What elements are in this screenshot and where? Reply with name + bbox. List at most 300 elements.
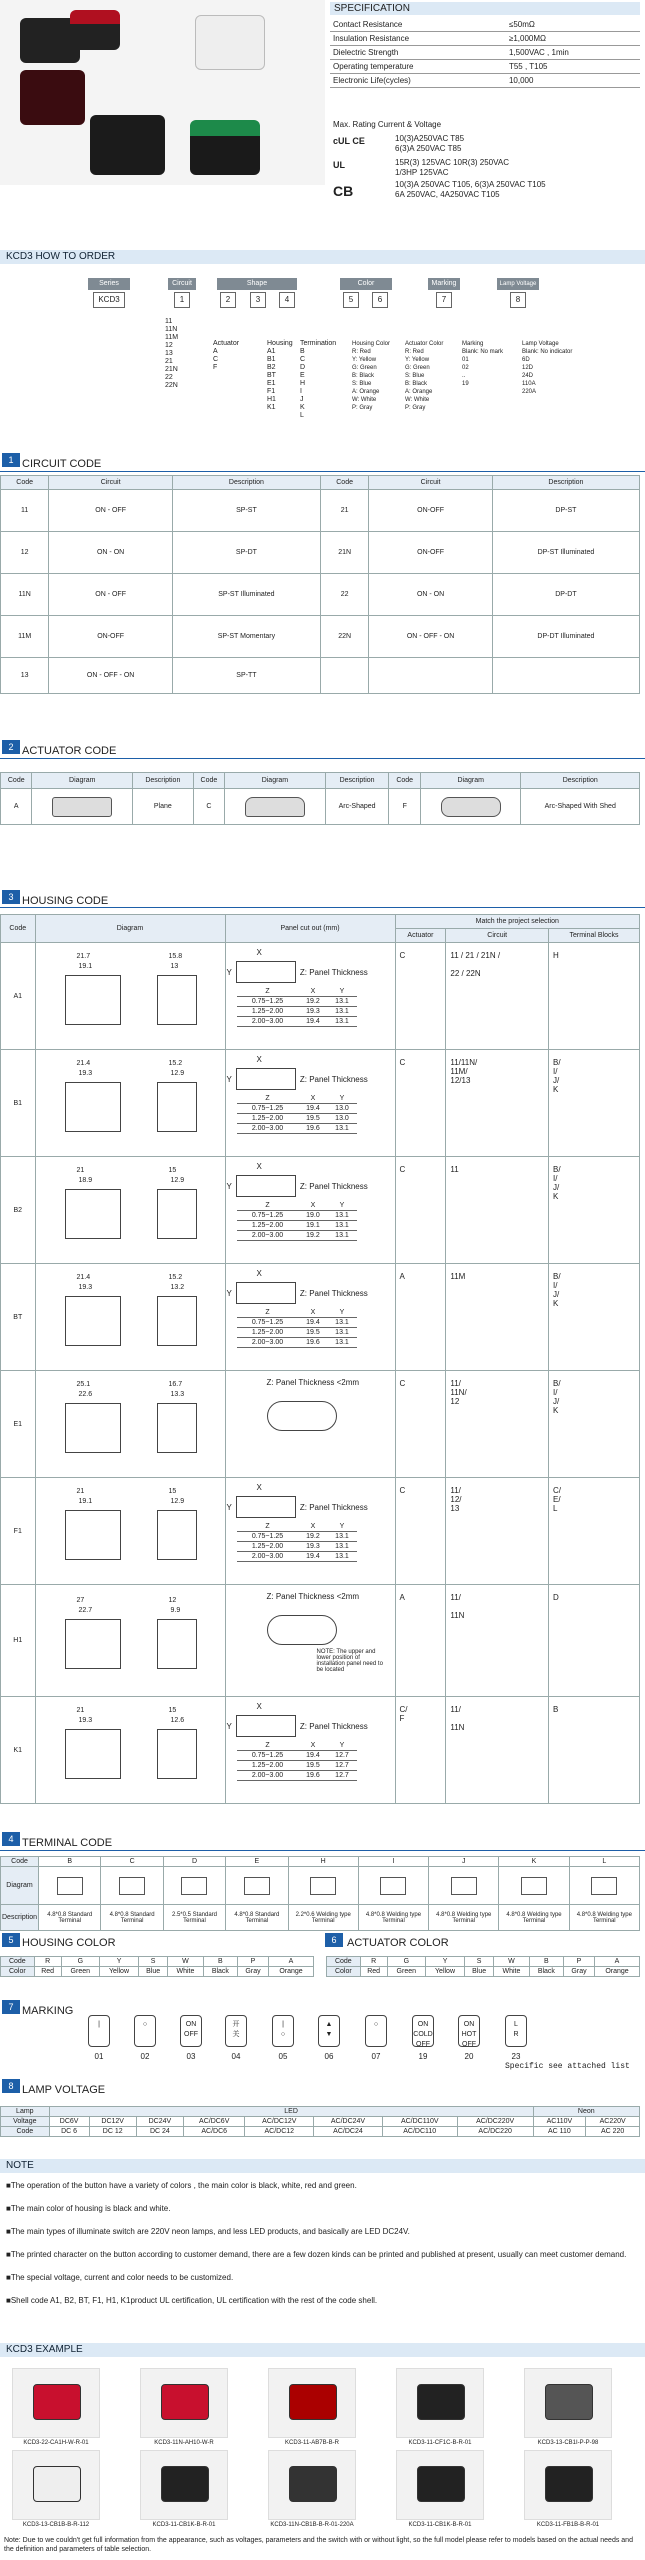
dim-label: 25.1 — [76, 1380, 91, 1388]
housing-act: C — [395, 1157, 446, 1264]
h1-note: NOTE: The upper and lower position of installation panel need to be located — [316, 1649, 383, 1673]
col-head: Code — [1, 915, 36, 943]
cell: SP-TT — [172, 658, 320, 694]
cell: X — [298, 1201, 327, 1211]
cell: Arc-Shaped With Shed — [521, 789, 640, 825]
dim-label: 21 — [76, 1166, 85, 1174]
spec-label: Insulation Resistance — [330, 32, 506, 46]
cell: ON - OFF - ON — [49, 658, 173, 694]
housing-side-view — [65, 1619, 121, 1669]
housing-code: B2 — [1, 1157, 36, 1264]
cell: 2.00~3.00 — [237, 1017, 299, 1027]
cell: Diagram — [1, 1867, 39, 1905]
example-photo — [140, 2368, 228, 2438]
cell: 19.2 — [298, 997, 327, 1007]
cutout-rect — [236, 1175, 296, 1197]
dim-label: 15.2 — [168, 1273, 183, 1281]
cell: AC110V — [533, 2117, 586, 2127]
cell: 0.75~1.25 — [237, 1532, 299, 1542]
cell: ON-OFF — [369, 490, 493, 532]
table-row — [1, 1371, 640, 1478]
cell: G — [387, 1957, 425, 1967]
housing-cir: 11/ 12/ 13 — [446, 1478, 549, 1585]
axis-y: Y — [226, 1721, 232, 1731]
cell: Orange — [595, 1967, 640, 1977]
cert-logos-1: cUL CE — [333, 136, 365, 146]
cell: SP-ST Momentary — [172, 616, 320, 658]
example-label: KCD3-13-CB1I-P-P-98 — [537, 2440, 599, 2446]
cell: 4.8*0.8 Standard Terminal — [39, 1905, 101, 1931]
cell: DC6V — [49, 2117, 89, 2127]
cell: AC 110 — [533, 2127, 586, 2137]
cell: A — [1, 789, 32, 825]
dim-label: 12 — [168, 1597, 177, 1604]
cell: X — [298, 1094, 327, 1104]
cell: Y — [327, 1741, 356, 1751]
cell: Z — [237, 987, 299, 997]
example-title: KCD3 EXAMPLE — [0, 2343, 645, 2357]
marking-number: 19 — [418, 2052, 428, 2061]
cell: 12 — [1, 532, 49, 574]
cell: Y — [327, 1201, 356, 1211]
cell: DP-DT Illuminated — [492, 616, 639, 658]
housing-cir: 11/11N/ 11M/ 12/13 — [446, 1050, 549, 1157]
dim-label: 21 — [76, 1487, 85, 1495]
housing-diagram — [35, 1697, 225, 1804]
col-head: Code — [389, 773, 420, 789]
cell: Color — [1, 1967, 35, 1977]
order-actuator-color-list: Actuator Color R: Red Y: Yellow G: Green S: Blue B: Black A: Orange W: White P: Gray — [405, 341, 444, 411]
cell: DC 12 — [89, 2127, 136, 2137]
dim-label: 19.3 — [78, 1069, 93, 1077]
lamp-title: LAMP VOLTAGE — [22, 2084, 106, 2096]
dim-label: 19.3 — [78, 1716, 93, 1724]
order-lamp-label: Lamp Voltage — [497, 278, 539, 290]
terminal-diagram — [569, 1867, 639, 1905]
cell: Y — [99, 1957, 138, 1967]
spec-label: Electronic Life(cycles) — [330, 74, 506, 88]
housing-diagram — [35, 943, 225, 1050]
table-row — [1, 1585, 640, 1697]
cell: 19.5 — [298, 1328, 327, 1338]
cell: C — [101, 1857, 163, 1867]
cell: White — [494, 1967, 530, 1977]
actuator-diagram-a — [32, 789, 133, 825]
cell: AC/DC6V — [183, 2117, 245, 2127]
order-num-8: 8 — [510, 292, 526, 308]
panel-cutout — [225, 1697, 395, 1804]
circuit-title: CIRCUIT CODE — [22, 458, 102, 470]
actuator-table — [0, 772, 640, 825]
cell: SP-ST Illuminated — [172, 574, 320, 616]
dim-label: 22.7 — [78, 1607, 93, 1614]
marking-number: 04 — [231, 2052, 241, 2061]
table-row — [1, 1050, 640, 1157]
col-head: Description — [133, 773, 194, 789]
cutout-table — [237, 987, 357, 1027]
example-label: KCD3-11-AB7B-B-R — [285, 2440, 339, 2446]
housing-act: C — [395, 1050, 446, 1157]
dim-label: 16.7 — [168, 1380, 183, 1388]
terminal-diagram — [226, 1867, 288, 1905]
cell: AC/DC24V — [314, 2117, 383, 2127]
lamp-num: 8 — [2, 2079, 20, 2093]
cell: 19.4 — [298, 1104, 327, 1114]
dim-label: 27 — [76, 1597, 85, 1604]
note-item: ■The main color of housing is black and white. — [6, 2204, 171, 2213]
cell: P — [238, 1957, 269, 1967]
example-photo — [268, 2450, 356, 2520]
housing-term: B/ I/ J/ K — [549, 1264, 640, 1371]
marking-number: 03 — [186, 2052, 196, 2061]
switch-photo-red — [70, 10, 120, 50]
housing-diagram — [35, 1050, 225, 1157]
cell: E — [226, 1857, 288, 1867]
order-num-1: 1 — [174, 292, 190, 308]
cell: ON - OFF - ON — [369, 616, 493, 658]
cutout-table — [237, 1094, 357, 1134]
order-num-3: 3 — [250, 292, 266, 308]
cell: 1.25~2.00 — [237, 1328, 299, 1338]
example-photo — [396, 2450, 484, 2520]
col-head: Diagram — [420, 773, 521, 789]
spec-label: Dielectric Strength — [330, 46, 506, 60]
marking-glyph: ▲ ▼ — [318, 2015, 340, 2047]
cell: 0.75~1.25 — [237, 1751, 299, 1761]
cell: 13.1 — [327, 1017, 356, 1027]
cell: Y — [327, 987, 356, 997]
cell: 2.2*0.6 Welding type Terminal — [288, 1905, 358, 1931]
cell: 0.75~1.25 — [237, 1318, 299, 1328]
cell: Code — [1, 2127, 50, 2137]
cell: Y — [327, 1094, 356, 1104]
cell: Z — [237, 1741, 299, 1751]
cell: Z — [237, 1308, 299, 1318]
table-row — [1, 1478, 640, 1585]
cell: 13.1 — [327, 1542, 356, 1552]
panel-thickness: Z: Panel Thickness — [299, 1721, 368, 1731]
dim-label: 19.3 — [78, 1283, 93, 1291]
cell: 19.5 — [298, 1761, 327, 1771]
note-item: ■The operation of the button have a variety of colors , the main color is black, white, red and green. — [6, 2181, 357, 2190]
cell: 19.4 — [298, 1017, 327, 1027]
panel-thickness: Z: Panel Thickness — [299, 1074, 368, 1084]
axis-x: X — [256, 1702, 262, 1711]
cell: Orange — [269, 1967, 314, 1977]
actuator-diagram-f — [420, 789, 521, 825]
order-housing-list: Housing A1 B1 B2 BT E1 F1 H1 K1 — [267, 340, 293, 411]
cell: 11M — [1, 616, 49, 658]
marking-num: 7 — [2, 2000, 20, 2014]
cell: A — [269, 1957, 314, 1967]
table-row — [1, 1264, 640, 1371]
cell: 19.0 — [298, 1211, 327, 1221]
cell: Gray — [564, 1967, 595, 1977]
order-marking-list: Marking Blank: No mark 01 02 .. 19 — [462, 341, 504, 387]
cell: Y — [425, 1957, 464, 1967]
housing-front-view — [157, 1510, 197, 1560]
hcolor-title: HOUSING COLOR — [22, 1937, 116, 1949]
dim-label: 21 — [76, 1706, 85, 1714]
housing-front-view — [157, 1729, 197, 1779]
example-label: KCD3-11-CF1C-B-R-01 — [408, 2440, 472, 2446]
order-termination-list: Termination B C D E H I J K L — [300, 340, 337, 419]
panel-cutout — [225, 1371, 395, 1478]
axis-x: X — [256, 1483, 262, 1492]
cell: Red — [34, 1967, 61, 1977]
housing-code: B1 — [1, 1050, 36, 1157]
dim-label: 15 — [168, 1166, 177, 1174]
acolor-title: ACTUATOR COLOR — [347, 1937, 449, 1949]
spec-title: SPECIFICATION — [330, 2, 640, 15]
terminal-diagram — [163, 1867, 225, 1905]
housing-act: A — [395, 1264, 446, 1371]
dim-label: 15 — [168, 1487, 177, 1495]
cell: 19.4 — [298, 1318, 327, 1328]
cell: 4.8*0.8 Welding type Terminal — [569, 1905, 639, 1931]
cell: 13.1 — [327, 1532, 356, 1542]
cell: Yellow — [99, 1967, 138, 1977]
spec-label: Operating temperature — [330, 60, 506, 74]
example-label: KCD3-22-CA1H-W-R-01 — [23, 2440, 89, 2446]
cell: S — [139, 1957, 168, 1967]
marking-number: 01 — [94, 2052, 104, 2061]
col-head: Code — [320, 476, 368, 490]
note-item: ■The printed character on the button according to customer demand, there are a few dozen kinds can be printed and published at present, usually can meet customer demand. — [6, 2250, 627, 2259]
terminal-num: 4 — [2, 1832, 20, 1846]
example-footer: Note: Due to we couldn't get full information from the appearance, such as voltages, parameters and the switch with or without light, so the full model please refer to models based on the actual needs and the definition and parameters of table selection. — [4, 2537, 633, 2553]
cell: 13.1 — [327, 1338, 356, 1348]
cell: DP-ST Illuminated — [492, 532, 639, 574]
housing-term: B/ I/ J/ K — [549, 1157, 640, 1264]
example-label: KCD3-11-CB1K-B-R-01 — [408, 2522, 472, 2528]
cell: 13.1 — [327, 1007, 356, 1017]
cell: Code — [1, 1957, 35, 1967]
marking-title: MARKING — [22, 2005, 74, 2017]
dim-label: 21.7 — [76, 952, 91, 960]
cell: AC/DC24 — [314, 2127, 383, 2137]
cell: 19.4 — [298, 1751, 327, 1761]
axis-y: Y — [226, 1074, 232, 1084]
cell: F — [389, 789, 420, 825]
order-marking-label: Marking — [428, 278, 460, 290]
cb-logo: CB — [333, 183, 354, 199]
marking-number: 20 — [464, 2052, 474, 2061]
col-head: Terminal Blocks — [549, 929, 640, 943]
order-num-5: 5 — [343, 292, 359, 308]
example-photo — [396, 2368, 484, 2438]
divider — [0, 758, 645, 759]
marking-number: 02 — [140, 2052, 150, 2061]
housing-cir: 11/ 11N — [446, 1697, 549, 1804]
panel-thickness: Z: Panel Thickness <2mm — [266, 1592, 360, 1601]
marking-more: Specific see attached list — [505, 2062, 630, 2071]
cell: AC/DC220V — [457, 2117, 533, 2127]
cell: 22N — [320, 616, 368, 658]
col-head: Circuit — [369, 476, 493, 490]
dim-label: 13.3 — [170, 1390, 185, 1398]
panel-thickness: Z: Panel Thickness — [299, 967, 368, 977]
col-head: Actuator — [395, 929, 446, 943]
example-label: KCD3-13-CB1B-B-R-112 — [22, 2522, 90, 2528]
terminal-diagram — [358, 1867, 428, 1905]
panel-thickness: Z: Panel Thickness — [299, 1181, 368, 1191]
cell: 13.1 — [327, 1318, 356, 1328]
housing-num: 3 — [2, 890, 20, 904]
cell: 2.00~3.00 — [237, 1338, 299, 1348]
terminal-table — [0, 1856, 640, 1931]
hcolor-table — [0, 1956, 314, 1977]
cell: 13.1 — [327, 997, 356, 1007]
housing-cir: 11/ 11N/ 12 — [446, 1371, 549, 1478]
cell: 0.75~1.25 — [237, 1104, 299, 1114]
axis-x: X — [256, 1269, 262, 1278]
cell: 1.25~2.00 — [237, 1007, 299, 1017]
cell: AC/DC110V — [382, 2117, 457, 2127]
panel-cutout — [225, 1157, 395, 1264]
cell: 13.0 — [327, 1114, 356, 1124]
table-row — [1, 1157, 640, 1264]
panel-cutout — [225, 1478, 395, 1585]
cell: 19.3 — [298, 1007, 327, 1017]
panel-cutout — [225, 1264, 395, 1371]
cell: 1.25~2.00 — [237, 1114, 299, 1124]
cell: Blue — [139, 1967, 168, 1977]
order-title: KCD3 HOW TO ORDER — [0, 250, 645, 264]
dim-label: 21.4 — [76, 1273, 91, 1281]
housing-act: A — [395, 1585, 446, 1697]
cell: AC/DC110 — [382, 2127, 457, 2137]
cell: 12.7 — [327, 1771, 356, 1781]
cell: DC12V — [89, 2117, 136, 2127]
cell: AC 220 — [586, 2127, 640, 2137]
cell: Blue — [465, 1967, 494, 1977]
housing-front-view — [157, 1189, 197, 1239]
cell: A — [595, 1957, 640, 1967]
cell: B — [39, 1857, 101, 1867]
panel-cutout — [225, 1050, 395, 1157]
axis-y: Y — [226, 967, 232, 977]
panel-cutout — [225, 943, 395, 1050]
dim-label: 19.1 — [78, 1497, 93, 1505]
cell: W — [168, 1957, 204, 1967]
cutout-table — [237, 1308, 357, 1348]
housing-cir: 11M — [446, 1264, 549, 1371]
cutout-oval — [267, 1401, 337, 1431]
housing-code: E1 — [1, 1371, 36, 1478]
dim-label: 22.6 — [78, 1390, 93, 1398]
cell: Green — [61, 1967, 99, 1977]
cell: Voltage — [1, 2117, 50, 2127]
order-color-label: Color — [340, 278, 392, 290]
lamp-table — [0, 2106, 640, 2137]
cell: 13.1 — [327, 1211, 356, 1221]
cell: Y — [327, 1522, 356, 1532]
example-photo — [524, 2368, 612, 2438]
divider — [0, 1850, 645, 1851]
table-row — [1, 1697, 640, 1804]
cell: DC 6 — [49, 2127, 89, 2137]
cell: 0.75~1.25 — [237, 997, 299, 1007]
cutout-rect — [236, 1068, 296, 1090]
housing-front-view — [157, 1619, 197, 1669]
cutout-table — [237, 1201, 357, 1241]
cell: White — [168, 1967, 204, 1977]
cell: ON - ON — [49, 532, 173, 574]
axis-y: Y — [226, 1502, 232, 1512]
dim-label: 19.1 — [78, 962, 93, 970]
marking-glyph: ON COLD OFF — [412, 2015, 434, 2047]
spec-value: 10,000 — [506, 74, 640, 88]
cutout-rect — [236, 1282, 296, 1304]
housing-cir: 11 — [446, 1157, 549, 1264]
cell: 13.1 — [327, 1124, 356, 1134]
col-head: Description — [325, 773, 389, 789]
cell: H — [288, 1857, 358, 1867]
cell: Black — [529, 1967, 563, 1977]
cell: 12.7 — [327, 1751, 356, 1761]
cell: 4.8*0.8 Welding type Terminal — [358, 1905, 428, 1931]
cell: DC 24 — [136, 2127, 183, 2137]
col-head: Code — [1, 476, 49, 490]
cell: 19.6 — [298, 1338, 327, 1348]
marking-number: 23 — [511, 2052, 521, 2061]
dim-label: 21.4 — [76, 1059, 91, 1067]
order-num-6: 6 — [372, 292, 388, 308]
rating-line: 10(3)A 250VAC T105, 6(3)A 250VAC T105 — [395, 180, 546, 189]
marking-glyph: ON OFF — [180, 2015, 202, 2047]
housing-code: F1 — [1, 1478, 36, 1585]
marking-glyph: ON HOT OFF — [458, 2015, 480, 2047]
cell: R — [360, 1957, 387, 1967]
housing-act: C — [395, 1371, 446, 1478]
housing-act: C — [395, 1478, 446, 1585]
switch-photo-green — [190, 120, 260, 175]
dim-label: 15.2 — [168, 1059, 183, 1067]
order-housing-color-list: Housing Color R: Red Y: Yellow G: Green B: Black S: Blue A: Orange W: White P: Gray — [352, 341, 391, 411]
cell: Z — [237, 1522, 299, 1532]
example-photo — [12, 2368, 100, 2438]
example-photo — [268, 2368, 356, 2438]
dim-label: 12.6 — [170, 1716, 185, 1724]
housing-diagram — [35, 1478, 225, 1585]
cell: ON - OFF — [49, 490, 173, 532]
product-photo-area — [0, 0, 325, 185]
cell: Z — [237, 1201, 299, 1211]
cutout-rect — [236, 961, 296, 983]
note-list — [0, 2180, 640, 2318]
axis-y: Y — [226, 1181, 232, 1191]
housing-term: B/ I/ J/ K — [549, 1371, 640, 1478]
panel-thickness: Z: Panel Thickness — [299, 1288, 368, 1298]
housing-cir: 11 / 21 / 21N / 22 / 22N — [446, 943, 549, 1050]
col-head: Panel cut out (mm) — [225, 915, 395, 943]
cutout-oval — [267, 1615, 337, 1645]
cell: 19.5 — [298, 1114, 327, 1124]
cell: X — [298, 1308, 327, 1318]
example-label: KCD3-11N-AH10-W-R — [154, 2440, 214, 2446]
cell: Yellow — [425, 1967, 464, 1977]
cell: 11N — [1, 574, 49, 616]
cell: 2.00~3.00 — [237, 1771, 299, 1781]
hcolor-num: 5 — [2, 1933, 20, 1947]
cell: P — [564, 1957, 595, 1967]
terminal-diagram — [499, 1867, 569, 1905]
cell: I — [358, 1857, 428, 1867]
marking-glyph: 开 关 — [225, 2015, 247, 2047]
switch-photo-redblack — [20, 70, 85, 125]
axis-x: X — [256, 948, 262, 957]
